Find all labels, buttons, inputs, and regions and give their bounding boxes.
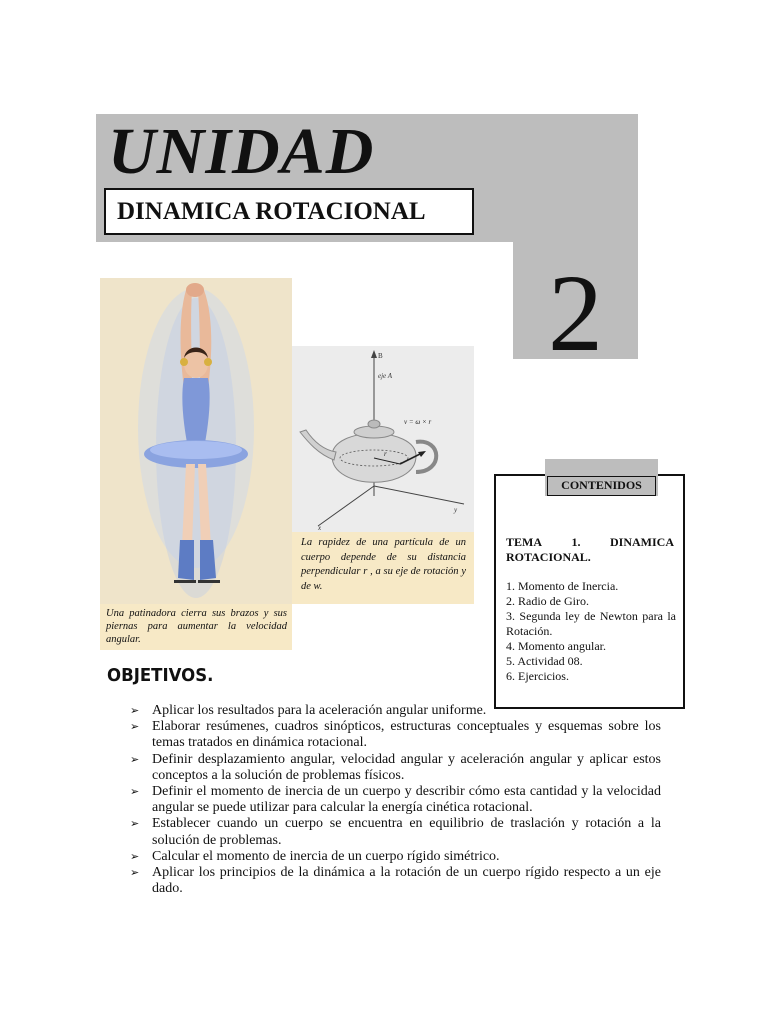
- list-item: 2. Radio de Giro.: [506, 594, 589, 608]
- contents-title: CONTENIDOS: [547, 476, 656, 496]
- radius-label: r: [384, 450, 387, 458]
- objectives-list: [130, 703, 661, 897]
- topic-name-2: ROTACIONAL.: [506, 550, 591, 564]
- unit-number: 2: [548, 252, 603, 374]
- skater-figure: [100, 278, 292, 650]
- axis-top-label: B: [378, 352, 383, 360]
- axis-name-label: eje A: [378, 372, 393, 380]
- velocity-label: v = ω × r: [404, 418, 432, 426]
- teapot-figure: [292, 346, 474, 532]
- unit-title: UNIDAD: [108, 115, 375, 188]
- teapot-diagram: [292, 346, 474, 532]
- list-item: ➢ Calcular el momento de inercia de un cuerpo rígido simétrico.: [130, 848, 500, 864]
- arrow-bullet-icon: ➢: [130, 753, 140, 766]
- subject-title: DINAMICA ROTACIONAL: [117, 198, 426, 225]
- list-item: 6. Ejercicios.: [506, 669, 569, 683]
- arrow-bullet-icon: ➢: [130, 786, 140, 799]
- topic-number: 1.: [571, 535, 581, 549]
- x-axis-label: x: [318, 524, 322, 532]
- skater-caption: Una patinadora cierra sus brazos y sus piernas para aumentar la velocidad angular.: [100, 604, 292, 650]
- arrow-bullet-icon: ➢: [130, 850, 140, 863]
- arrow-bullet-icon: ➢: [130, 867, 140, 880]
- topic-name-1: DINAMICA: [610, 535, 674, 549]
- teapot-caption: La rapidez de una partícula de un cuerpo depende de su distancia perpendicular r , a su eje de rotación y de w.: [292, 532, 474, 604]
- list-item: ➢ Aplicar los principios de la dinámica a la rotación de un cuerpo rígido respecto a un eje dado.: [130, 865, 661, 897]
- arrow-bullet-icon: ➢: [130, 721, 140, 734]
- topic-word: TEMA: [506, 535, 542, 549]
- list-item: 4. Momento angular.: [506, 639, 606, 653]
- topic-heading: [506, 535, 674, 565]
- skater-illustration: [100, 278, 292, 650]
- list-item: 3. Segunda ley de Newton para la Rotación.: [506, 609, 676, 638]
- subject-title-box: [104, 188, 474, 235]
- arrow-bullet-icon: ➢: [130, 705, 140, 717]
- list-item: ➢ Elaborar resúmenes, cuadros sinópticos, estructuras conceptuales y esquemas sobre los temas tratados en dinámica rotacional.: [130, 719, 661, 751]
- list-item: ➢ Definir el momento de inercia de un cuerpo y describir cómo esta cantidad y la velocidad angular se puede utilizar para calcular la energía cinética rotacional.: [130, 784, 661, 816]
- list-item: ➢ Definir desplazamiento angular, velocidad angular y aceleración angular y aplicar estos conceptos a la solución de problemas físicos.: [130, 751, 661, 783]
- list-item: ➢ Establecer cuando un cuerpo se encuentra en equilibrio de traslación y rotación a la solución de problemas.: [130, 816, 661, 848]
- y-axis-label: y: [454, 506, 458, 514]
- contents-list: [506, 579, 676, 684]
- arrow-bullet-icon: ➢: [130, 818, 140, 831]
- list-item: 5. Actividad 08.: [506, 654, 583, 668]
- list-item: ➢ Aplicar los resultados para la aceleración angular uniforme.: [130, 703, 487, 718]
- objectives-heading: OBJETIVOS.: [107, 665, 214, 686]
- list-item: 1. Momento de Inercia.: [506, 579, 619, 593]
